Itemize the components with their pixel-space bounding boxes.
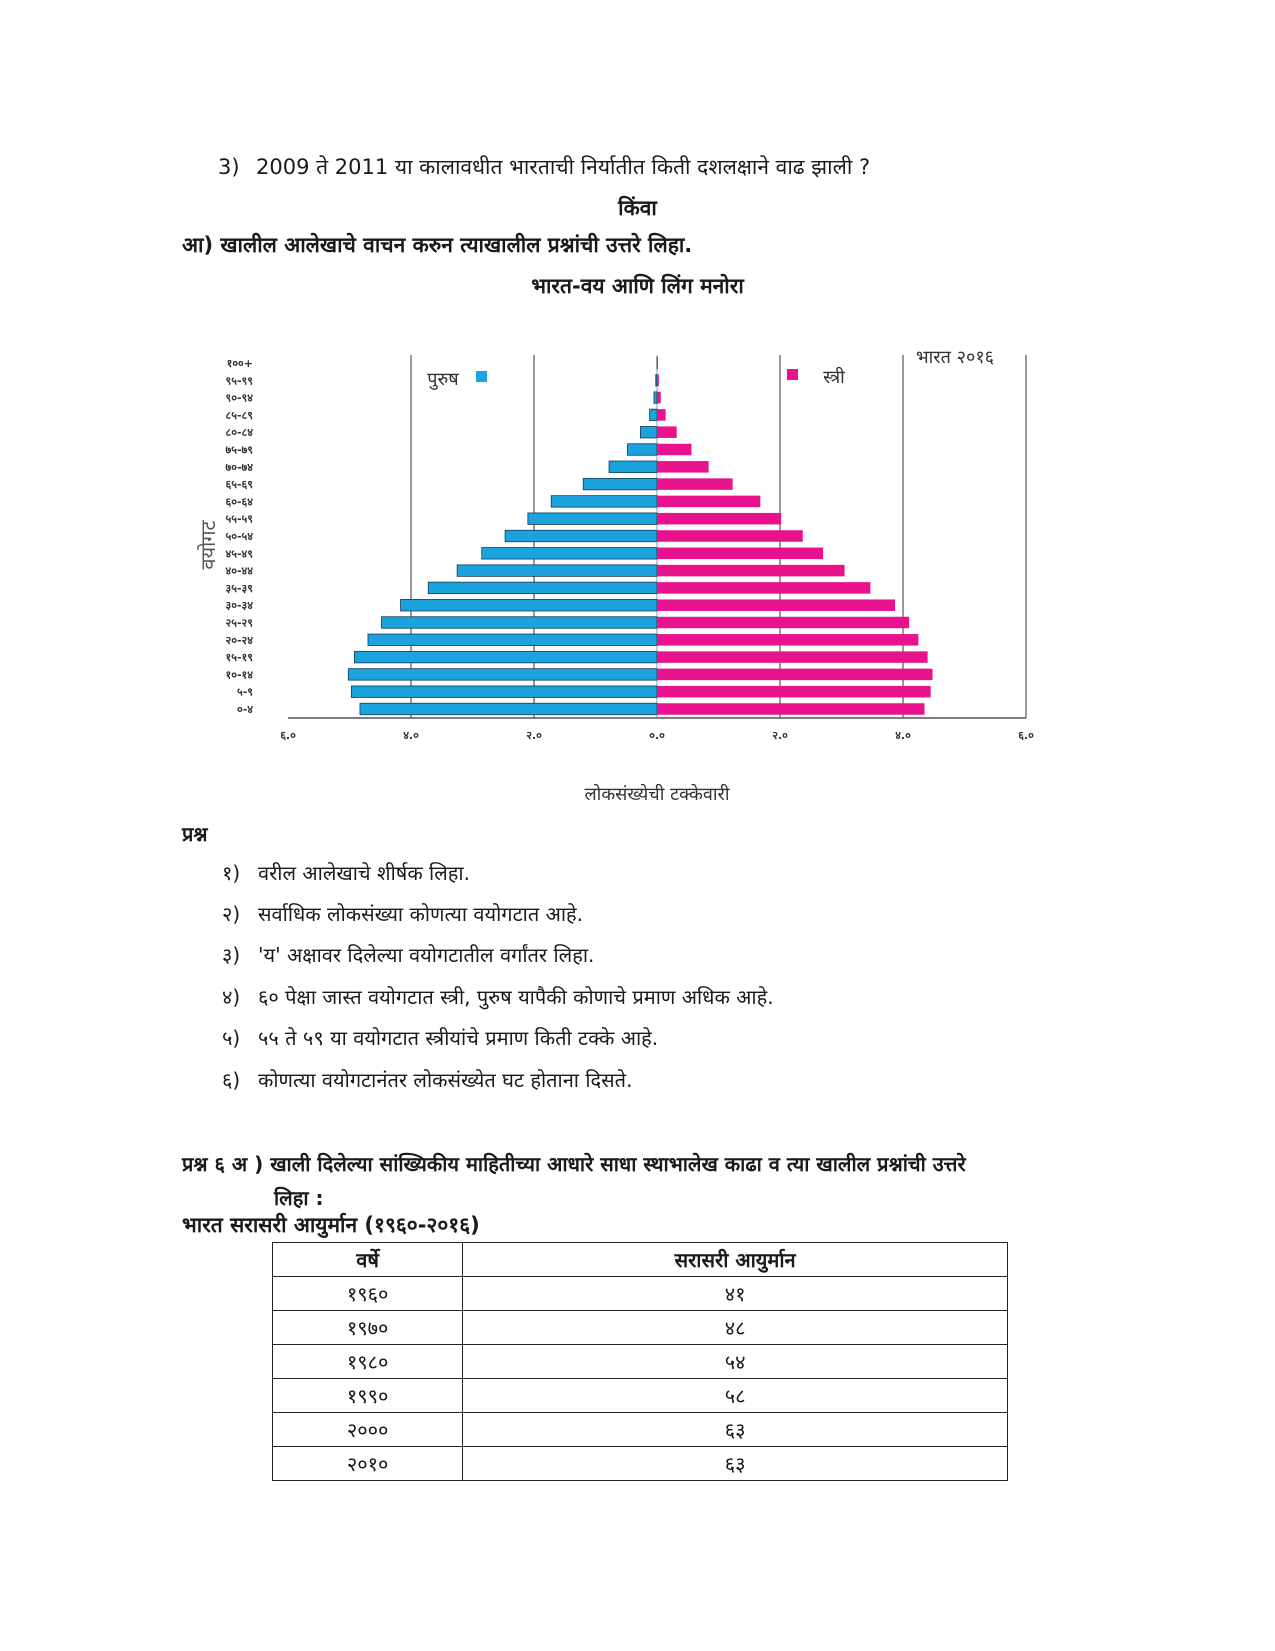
table-header-row [273, 1243, 1008, 1277]
bar-female [657, 548, 823, 560]
question-6a-line2: लिहा : [274, 1186, 324, 1210]
x-tick-label: ६.० [280, 729, 296, 742]
bar-male [360, 703, 657, 715]
x-tick-label: २.० [772, 729, 788, 742]
bar-female [657, 426, 677, 438]
cell-value: ५४ [463, 1345, 1008, 1379]
header-life-expectancy: सरासरी आयुर्मान [463, 1243, 1008, 1277]
legend-female-label: स्त्री [823, 367, 845, 388]
cell-value: ५८ [463, 1379, 1008, 1413]
question-item [222, 941, 594, 968]
table-row [273, 1277, 1008, 1311]
table-row [273, 1447, 1008, 1481]
bar-female [657, 496, 760, 508]
question-3-text: 2009 ते 2011 या कालावधीत भारताची निर्यातीत किती दशलक्षाने वाढ झाली ? [256, 155, 871, 179]
question-3 [218, 153, 870, 181]
legend-male-swatch [476, 371, 487, 382]
questions-label: प्रश्न [182, 822, 208, 846]
age-group-label: ५०-५४ [225, 530, 253, 543]
bar-male [354, 651, 657, 663]
bar-female [657, 599, 895, 611]
bar-female [657, 513, 781, 525]
age-group-label: ७०-७४ [225, 460, 253, 474]
section-aa-heading: आ) खालील आलेखाचे वाचन करुन त्याखालील प्रश्नांची उत्तरे लिहा. [182, 233, 693, 257]
question-text: वरील आलेखाचे शीर्षक लिहा. [258, 861, 470, 885]
question-number: ६) [222, 1068, 241, 1092]
chart-year-label: भारत २०१६ [915, 347, 995, 368]
age-group-label: ८०-८४ [225, 426, 253, 440]
bar-male [583, 478, 657, 490]
cell-year: १९७० [273, 1311, 463, 1345]
bar-male [650, 409, 657, 421]
bar-female [657, 530, 803, 542]
table-caption: भारत सरासरी आयुर्मान (१९६०-२०१६) [182, 1213, 480, 1237]
question-text: ५५ ते ५९ या वयोगटात स्त्रीयांचे प्रमाण किती टक्के आहे. [258, 1026, 659, 1050]
x-tick-label: ४.० [403, 729, 419, 742]
cell-value: ६३ [463, 1413, 1008, 1447]
age-group-label: ६०-६४ [225, 495, 253, 509]
age-group-label: १००+ [226, 357, 253, 370]
question-number: ५) [222, 1026, 241, 1050]
question-text: ६० पेक्षा जास्त वयोगटात स्त्री, पुरुष यापैकी कोणाचे प्रमाण अधिक आहे. [258, 985, 774, 1009]
age-group-label: ४०-४४ [225, 564, 253, 578]
y-axis-label: वयोगट [196, 520, 220, 570]
bar-male [348, 669, 657, 681]
chart-age-labels [226, 357, 254, 716]
question-6a-line1: प्रश्न ६ अ ) खाली दिलेल्या सांख्यिकीय माहितीच्या आधारे साधा स्थाभालेख काढा व त्या खालील प्रश्नांची उत्तरे [182, 1152, 966, 1176]
or-label: किंवा [618, 196, 657, 220]
bar-male [609, 461, 657, 473]
question-text: 'य' अक्षावर दिलेल्या वयोगटातील वर्गांतर लिहा. [258, 943, 595, 967]
header-years: वर्षे [273, 1243, 463, 1277]
bar-female [657, 375, 659, 387]
question-number: ४) [222, 985, 241, 1009]
age-group-label: ६५-६९ [225, 478, 253, 492]
question-3-number: 3) [218, 155, 240, 179]
legend-female-swatch [787, 369, 798, 380]
bar-female [657, 478, 733, 490]
life-expectancy-table [272, 1242, 1008, 1481]
bar-male [551, 496, 657, 508]
question-number: ३) [222, 943, 241, 967]
bar-female [657, 582, 870, 594]
chart-x-ticks [280, 729, 1034, 742]
bar-male [528, 513, 657, 525]
chart-bars [348, 357, 932, 715]
question-text: सर्वाधिक लोकसंख्या कोणत्या वयोगटात आहे. [258, 902, 584, 926]
table-row [273, 1379, 1008, 1413]
bar-male [428, 582, 657, 594]
age-group-label: ३०-३४ [225, 599, 253, 613]
bar-female [657, 461, 709, 473]
pyramid-title: भारत-वय आणि लिंग मनोरा [531, 274, 744, 298]
bar-male [351, 686, 657, 698]
legend-male-label: पुरुष [427, 369, 459, 390]
question-6a-heading [182, 1147, 1062, 1215]
question-item [222, 983, 774, 1010]
question-item [222, 1066, 632, 1093]
x-tick-label: ४.० [895, 729, 911, 742]
bar-female [657, 669, 933, 681]
bar-male [457, 565, 657, 577]
bar-male [368, 634, 657, 646]
age-group-label: ५-९ [236, 685, 253, 699]
table-row [273, 1413, 1008, 1447]
bar-female [657, 617, 909, 629]
age-group-label: १५-१९ [225, 651, 253, 665]
cell-value: ४८ [463, 1311, 1008, 1345]
x-axis-label: लोकसंख्येची टक्केवारी [584, 784, 730, 805]
bar-female [657, 634, 918, 646]
x-tick-label: २.० [526, 729, 542, 742]
age-group-label: ९५-९९ [225, 374, 253, 388]
bar-female [657, 686, 931, 698]
bar-female [657, 392, 661, 404]
bar-male [654, 392, 657, 404]
question-number: २) [222, 902, 241, 926]
age-group-label: ७५-७९ [225, 443, 253, 457]
cell-year: १९८० [273, 1345, 463, 1379]
bar-female [657, 703, 925, 715]
cell-year: २०१० [273, 1447, 463, 1481]
bar-female [657, 357, 658, 369]
question-item [222, 1024, 658, 1051]
bar-male [505, 530, 657, 542]
bar-male [401, 599, 657, 611]
population-pyramid-chart [195, 335, 1035, 805]
age-group-label: ३५-३९ [225, 581, 253, 595]
bar-male [656, 375, 657, 387]
bar-male [627, 444, 657, 456]
bar-female [657, 409, 666, 421]
table-row [273, 1345, 1008, 1379]
question-text: कोणत्या वयोगटानंतर लोकसंख्येत घट होताना दिसते. [258, 1068, 633, 1092]
cell-year: २००० [273, 1413, 463, 1447]
bar-female [657, 444, 691, 456]
age-group-label: ४५-४९ [225, 547, 253, 561]
cell-year: १९९० [273, 1379, 463, 1413]
cell-year: १९६० [273, 1277, 463, 1311]
age-group-label: २५-२९ [225, 616, 253, 630]
cell-value: ४१ [463, 1277, 1008, 1311]
bar-female [657, 565, 845, 577]
x-tick-label: ६.० [1018, 729, 1034, 742]
age-group-label: ८५-८९ [225, 408, 253, 422]
bar-male [482, 548, 657, 560]
age-group-label: २०-२४ [225, 633, 253, 647]
bar-male [640, 426, 657, 438]
question-number: १) [222, 861, 241, 885]
age-group-label: १०-१४ [225, 668, 253, 682]
age-group-label: ०-४ [236, 703, 253, 716]
age-group-label: ५५-५९ [225, 512, 253, 526]
age-group-label: ९०-९४ [225, 391, 253, 405]
question-item [222, 900, 583, 927]
table-row [273, 1311, 1008, 1345]
cell-value: ६३ [463, 1447, 1008, 1481]
bar-female [657, 651, 928, 663]
question-item [222, 859, 470, 886]
bar-male [381, 617, 657, 629]
x-tick-label: ०.० [649, 729, 665, 742]
